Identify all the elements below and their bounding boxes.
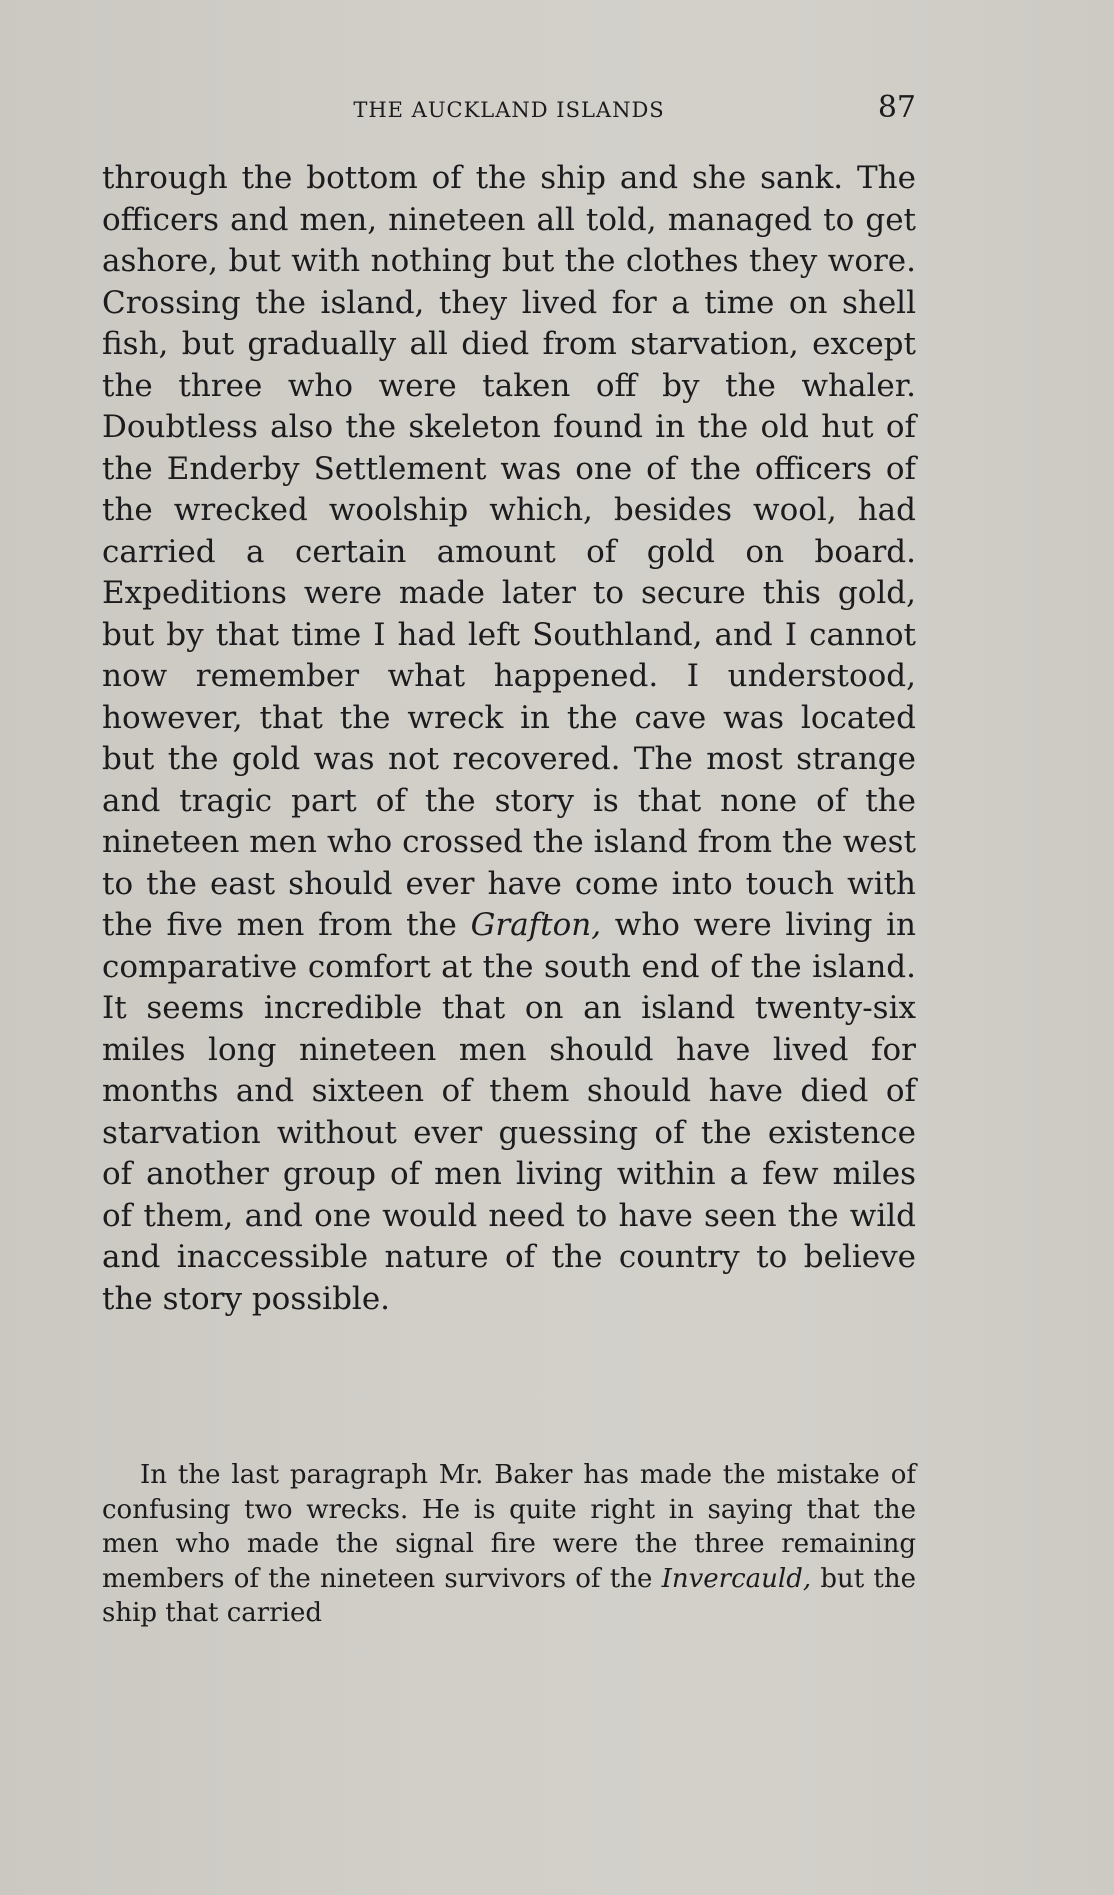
note-text-start: In the last paragraph Mr. Baker has made the mistake of confusing two wrecks. He is quite right in saying that the men who made the signal fire were the three remaining members of the nineteen survivors of the	[102, 1460, 916, 1594]
ship-name-invercauld: Invercauld,	[661, 1563, 812, 1594]
ship-name-grafton: Grafton,	[470, 907, 602, 943]
note-paragraph	[102, 1458, 916, 1631]
main-paragraph	[102, 158, 916, 1320]
editor-note	[102, 1458, 916, 1631]
paragraph-text-end: who were living in comparative comfort at the south end of the island. It seems incredible that on an island twenty-six miles long nineteen men should have lived for months and sixteen of them should have died of starvation without ever guessing of the existence of another group of men living within a few miles of them, and one would need to have seen the wild and inaccessible nature of the country to believe the story possible.	[102, 907, 917, 1317]
page-number: 87	[877, 90, 916, 125]
page-header	[102, 90, 916, 130]
main-text	[102, 158, 916, 1320]
note-text-end: but the ship that carried	[102, 1563, 917, 1628]
paragraph-text-start: through the bottom of the ship and she sank. The officers and men, nineteen all told, managed to get ashore, but with nothing but the clothes they wore. Crossing the island, they lived for a time on shell fish, but gradually all died from starvation, except the three who were taken off by the whaler. Doubtless also the skeleton found in the old hut of the Enderby Settlement was one of the officers of the wrecked woolship which, besides wool, had carried a certain amount of gold on board. Expeditions were made later to secure this gold, but by that time I had left Southland, and I cannot now remember what happened. I understood, however, that the wreck in the cave was located but the gold was not recovered. The most strange and tragic part of the story is that none of the nineteen men who crossed the island from the west to the east should ever have come into touch with the five men from the	[102, 160, 916, 943]
running-title: THE AUCKLAND ISLANDS	[353, 98, 665, 122]
